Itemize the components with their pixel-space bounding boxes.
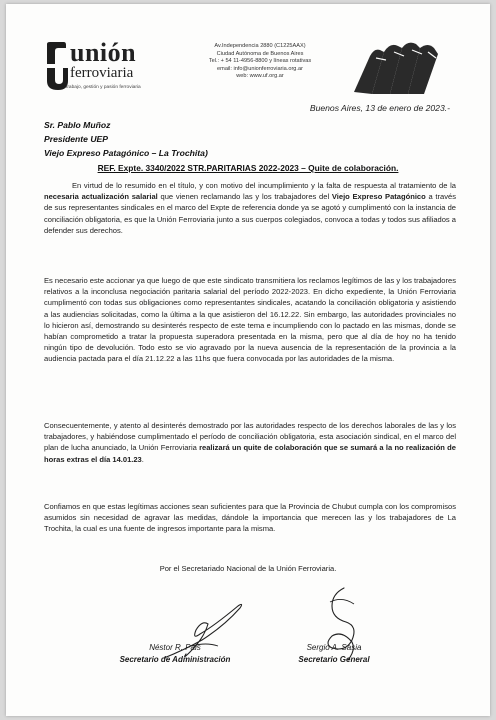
paragraph-3 [44,420,456,465]
signer-role: Secretario de Administración [119,655,231,664]
logo-tagline: trabajo, gestión y pasión ferroviaria [66,85,141,90]
paragraph-bold: Viejo Expreso Patagónico [331,192,426,202]
recipient-block [44,118,208,160]
address-line: Av.Independencia 2880 (C1225AAX) [214,43,306,49]
recipient-name: Sr. Pablo Muñoz [44,120,111,130]
paragraph-text: . [141,454,144,464]
signer-name: Sergio A. Sasia [306,643,362,652]
address-line: Tel.: + 54 11-4956-8800 y líneas rotativas [208,58,312,65]
uf-logo-icon [44,42,70,90]
paragraph-text: Consecuentemente, y atento al desinterés demostrado por las autoridades respecto de los derechos laborales de las y los trabajadores, y habiéndose cumplimentado el período de conciliación obligatoria, esta asociación sindical, en el marco del plan de lucha anunciado, la Unión Ferroviaria [44,421,456,453]
paragraph-2: Es necesario este accionar ya que luego de que este sindicato transmitiera los reclamos legítimos de las y los trabajadores relativos a la inconclusa negociación paritaria salarial del período 2022-2023. En dicho expediente, la Unión Ferroviaria cumplimentó con todas sus obligaciones como representantes sindicales, acatando la conciliación obligatoria y asistiendo a las audiencias solicitadas, como la última a la que asistieron del 16.12.22. Sin embargo, las autoridades provinciales no lo hicieron así, demostrando su desinterés respecto de este tema e incumpliendo con lo pactado en las mismas, donde se habían comprometido a tratar la propuesta superadora presentada en la misma, pero que al día de hoy no ha tenido ningún tipo de devolución. Todo esto se vio agravado por la nueva ausencia de la representación de la provincia a la audiencia pactada para el día 21.12.22 a las 11hs que fuera convocada por las autoridades de la misma. [44,276,456,364]
paragraph-bold: necesaria actualización salarial [44,192,158,202]
recipient-title: Presidente UEP [44,134,108,144]
signature-block-general [278,642,390,666]
paragraph-text: En virtud de lo resumido en el título, y con motivo del incumplimiento y la falta de respuesta al tratamiento de la [72,181,456,190]
signature-block-administracion [110,642,240,666]
paragraph-4: Confiamos en que estas legítimas acciones sean suficientes para que la Provincia de Chubut cumpla con los compromisos asumidos sin necesidad de agravar las medidas, dándole la importancia que merecen las y los trabajadores de La Trochita, la cual es una fuente de ingresos importante para la misma. [44,502,456,534]
logo-text-ferroviaria: ferroviaria [70,65,134,81]
letter-page [6,4,490,716]
paragraph-text: que vienen reclamando las y los trabajadores del [157,192,332,202]
address-block [200,43,320,81]
address-line: Ciudad Autónoma de Buenos Aires [216,50,304,57]
paragraph-bold: realizará un quite de colaboración que se sumará a la no realización de horas extras el día 14.01.23 [44,443,456,464]
reference-line: REF. Expte. 3340/2022 STR.PARITARIAS 2022-2023 – Quite de colaboración. [97,163,399,173]
signer-name: Néstor R. Pais [149,643,201,652]
raised-fists-emblem-icon [350,34,442,96]
union-ferroviaria-logo [44,40,164,100]
signer-role: Secretario General [298,655,370,664]
letter-date: Buenos Aires, 13 de enero de 2023.- [309,103,450,113]
logo-text-union: unión [70,38,137,67]
paragraph-text: a través de sus representantes sindicales en el marco del Expte de referencia donde ya se agotó y cumplimentó con la instancia de conciliación obligatoria, es que la Unión Ferroviaria junto a sus cuerpos colegiados, convoca a todas y todos sus afiliados a defender sus derechos. [44,192,456,235]
recipient-company: Viejo Expreso Patagónico – La Trochita) [44,148,208,158]
address-line: web: www.uf.org.ar [236,73,284,80]
address-line: email: info@unionferroviaria.org.ar [217,65,303,72]
paragraph-1 [44,180,456,236]
closing-line: Por el Secretariado Nacional de la Unión Ferroviaria. [159,564,337,573]
